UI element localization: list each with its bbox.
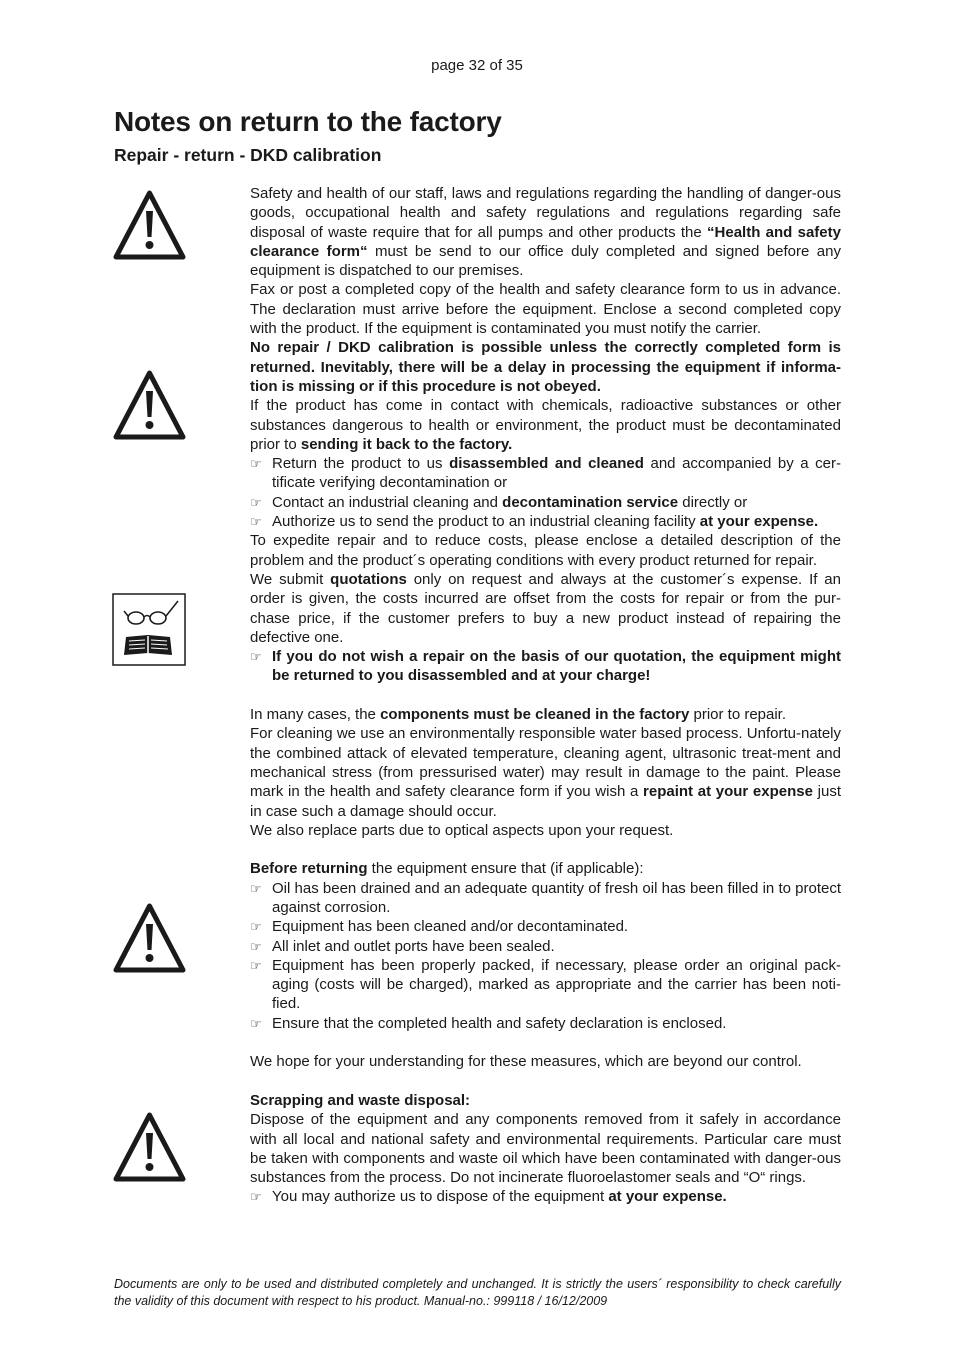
paragraph: Fax or post a completed copy of the health and safety clearance form to us in advance. The declaration must arrive before the equipment. Enclose a second completed copy with the product. If the equipment is contaminated you must notify the carrier. [250,281,841,338]
pointing-hand-icon: ☞ [250,1189,262,1205]
paragraph: We hope for your understanding for these measures, which are beyond our control. [250,1053,802,1071]
body-text [250,184,841,1207]
pointing-hand-icon: ☞ [250,957,262,973]
paragraph: We also replace parts due to optical aspects upon your request. [250,821,674,839]
paragraph: Before returning the equipment ensure that (if applicable): [250,860,644,878]
pointing-hand-icon: ☞ [250,514,262,530]
page-number: page 32 of 35 [431,57,523,74]
paragraph: In many cases, the components must be cleaned in the factory prior to repair. [250,706,787,724]
warning-triangle-icon [112,1109,187,1185]
warning-triangle-icon [112,187,187,263]
list-item: ☞ Ensure that the completed health and safety declaration is enclosed. [250,1014,727,1032]
read-manual-icon [112,593,187,667]
paragraph: We submit quotations only on request and always at the customer´s expense. If an order is given, the costs incurred are offset from the costs for repair or from the pur-chase price, if the customer prefers to buy a new product instead of repairing the defective one. [250,570,841,646]
pointing-hand-icon: ☞ [250,919,262,935]
paragraph: Dispose of the equipment and any components removed from it safely in accordance with all local and national safety and environmental requirements. Particular care must be taken with components and waste oil which have been contaminated with danger-ous substances from the process. Do not incinerate fluoroelastomer seals and “O“ rings. [250,1111,841,1187]
pointing-hand-icon: ☞ [250,938,262,954]
pointing-hand-icon: ☞ [250,494,262,510]
warning-triangle-icon [112,367,187,443]
paragraph: To expedite repair and to reduce costs, please enclose a detailed description of the problem and the product´s operating conditions with every product returned for repair. [250,532,841,569]
paragraph: For cleaning we use an environmentally responsible water based process. Unfortu-nately the combined attack of elevated temperature, cleaning agent, ultrasonic treat-ment and mechanical stress (from pressurised water) may result in damage to the paint. Please mark in the health and safety clearance form if you wish a repaint at your expense just in case such a damage should occur. [250,725,841,820]
pointing-hand-icon: ☞ [250,456,262,472]
list-item: ☞ Authorize us to send the product to an industrial cleaning facility at your expense. [250,513,819,531]
paragraph: If the product has come in contact with chemicals, radioactive substances or other substances dangerous to health or environment, the product must be decontaminated prior to sending it back to the factory. [250,397,841,453]
pointing-hand-icon: ☞ [250,880,262,896]
section-heading: Scrapping and waste disposal: [250,1091,471,1109]
pointing-hand-icon: ☞ [250,649,262,665]
return-options-list [250,454,841,531]
footer-disclaimer: Documents are only to be used and distributed completely and unchanged. It is strictly the users´ responsibility to check carefully the validity of this document with respect to his product. Manual-no.: 999118 / 16/12/2009 [114,1277,841,1308]
paragraph: Safety and health of our staff, laws and regulations regarding the handling of danger-ous goods, occupational health and safety regulations and regulations regarding safe disposal of waste require that for all pumps and other products the “Health and safety clearance form“ must be send to our office duly completed and signed before any equipment is dispatched to our premises. [250,185,841,280]
list-item: ☞ Equipment has been properly packed, if necessary, please order an original pack-aging (costs will be charged), marked as appropriate and the carrier has been noti-fied. [250,956,841,1013]
warning-triangle-icon [112,900,187,976]
list-item: ☞ Contact an industrial cleaning and decontamination service directly or [250,493,748,511]
list-item: ☞ All inlet and outlet ports have been sealed. [250,937,555,955]
warning-paragraph: No repair / DKD calibration is possible unless the correctly completed form is returned. Inevitably, there will be a delay in processing the equipment if informa-tion is missing or if this procedure is not obeyed. [250,339,841,395]
pointing-hand-icon: ☞ [250,1015,262,1031]
list-item: ☞ If you do not wish a repair on the basis of our quotation, the equipment might be returned to you disassembled and at your charge! [250,648,841,685]
list-item: ☞ Return the product to us disassembled and cleaned and accompanied by a cer-tificate verifying decontamination or [250,455,842,492]
list-item: ☞ Equipment has been cleaned and/or decontaminated. [250,918,629,936]
page-title: Notes on return to the factory [114,106,502,137]
disposal-list [250,1187,841,1206]
list-item: ☞ You may authorize us to dispose of the equipment at your expense. [250,1188,727,1206]
quotation-note [250,647,841,686]
checklist [250,879,841,1033]
page-subtitle: Repair - return - DKD calibration [114,145,382,165]
list-item: ☞ Oil has been drained and an adequate quantity of fresh oil has been filled in to protect against corrosion. [250,879,841,916]
